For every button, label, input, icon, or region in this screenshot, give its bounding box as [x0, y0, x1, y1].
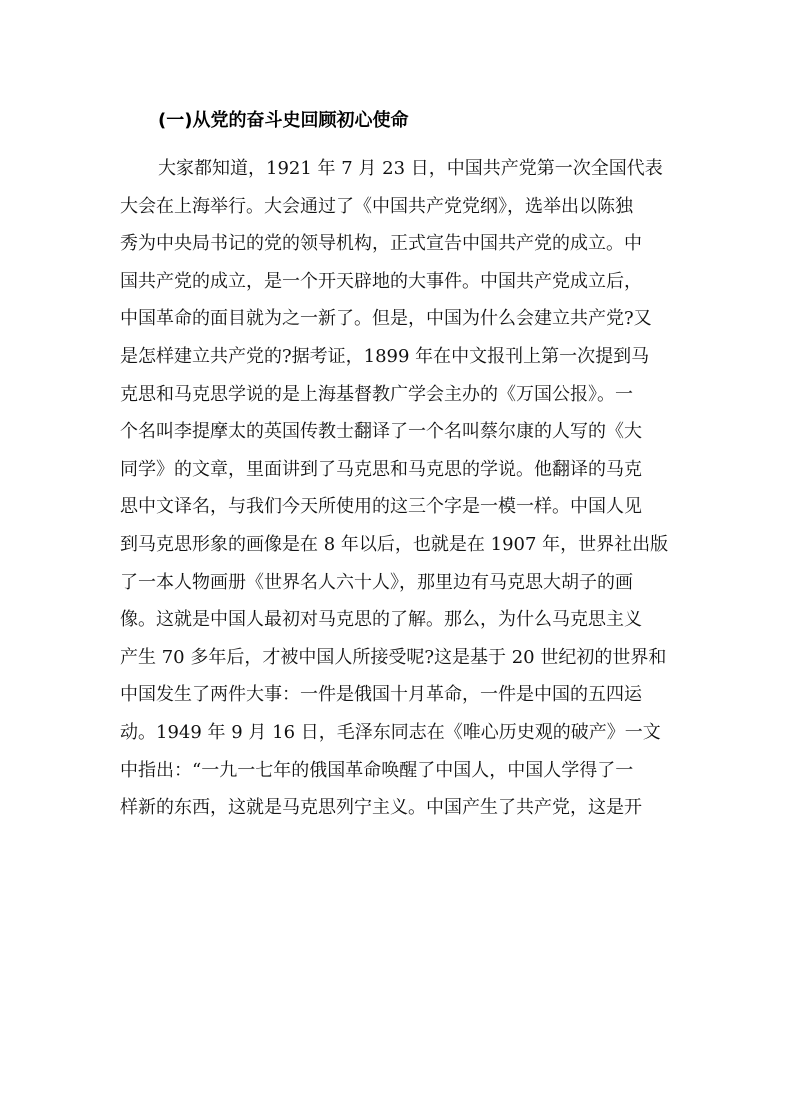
text-line: 了一本人物画册《世界名人六十人》，那里边有马克思大胡子的画 — [120, 571, 633, 593]
text-line: 秀为中央局书记的党的领导机构，正式宣告中国共产党的成立。中 — [120, 233, 642, 255]
text-line: 思中文译名，与我们今天所使用的这三个字是一模一样。中国人见 — [120, 496, 642, 518]
text-line: 大会在上海举行。大会通过了《中国共产党党纲》，选举出以陈独 — [120, 195, 633, 217]
section-heading: (一)从党的奋斗史回顾初心使命 — [158, 110, 409, 131]
text-line: 产生 70 多年后，才被中国人所接受呢?这是基于 20 世纪初的世界和 — [120, 646, 667, 668]
text-line: 个名叫李提摩太的英国传教士翻译了一个名叫蔡尔康的人写的《大 — [120, 421, 642, 443]
text-line: 国共产党的成立，是一个开天辟地的大事件。中国共产党成立后， — [120, 270, 642, 292]
text-line: 中国革命的面目就为之一新了。但是，中国为什么会建立共产党?又 — [120, 308, 652, 330]
text-line: 同学》的文章，里面讲到了马克思和马克思的学说。他翻译的马克 — [120, 458, 642, 480]
text-line: 像。这就是中国人最初对马克思的了解。那么，为什么马克思主义 — [120, 609, 642, 631]
text-line: 中指出：“一九一七年的俄国革命唤醒了中国人，中国人学得了一 — [120, 759, 634, 781]
text-line: 到马克思形象的画像是在 8 年以后，也就是在 1907 年，世界社出版 — [120, 533, 669, 555]
text-line: 大家都知道，1921 年 7 月 23 日，中国共产党第一次全国代表 — [158, 158, 663, 179]
text-line: 是怎样建立共产党的?据考证，1899 年在中文报刊上第一次提到马 — [120, 345, 650, 367]
text-line: 中国发生了两件大事：一件是俄国十月革命，一件是中国的五四运 — [120, 684, 642, 706]
text-line: 动。1949 年 9 月 16 日，毛泽东同志在《唯心历史观的破产》一文 — [120, 721, 661, 743]
text-line: 克思和马克思学说的是上海基督教广学会主办的《万国公报》。一 — [120, 383, 633, 405]
body-paragraph — [120, 150, 680, 827]
text-line: 样新的东西，这就是马克思列宁主义。中国产生了共产党，这是开 — [120, 797, 642, 819]
